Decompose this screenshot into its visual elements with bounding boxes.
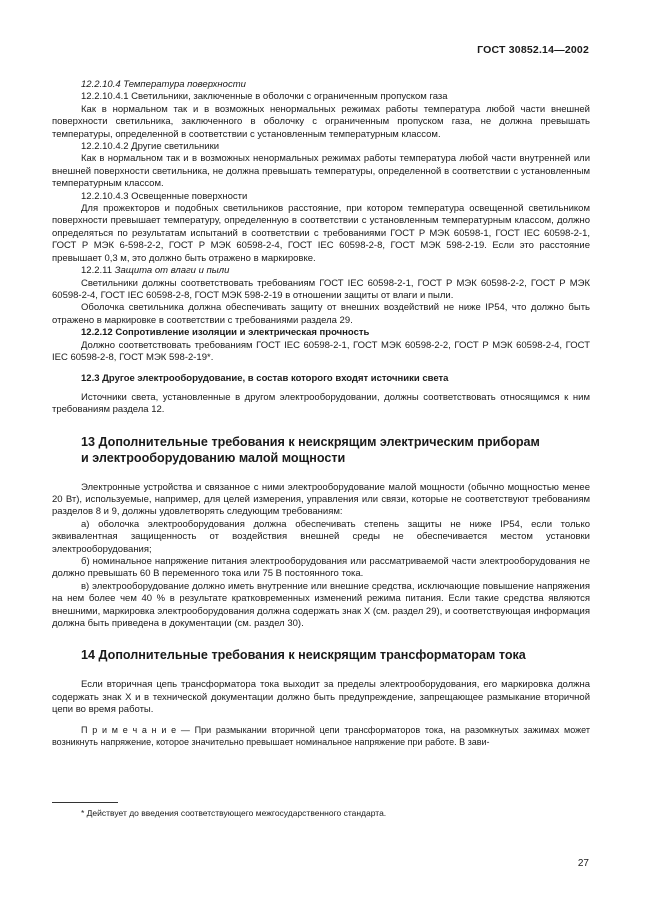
paragraph: Светильники должны соответствовать требованиям ГОСТ IEC 60598-2-1, ГОСТ Р МЭК 60598-2-2, ГОСТ Р МЭК 60598-2-4, ГОСТ IEC 60598-2-8, ГОСТ МЭК 598-2-19 в отношении защиты от влаги и пыли. [52, 277, 590, 301]
paragraph: Должно соответствовать требованиям ГОСТ IEC 60598-2-1, ГОСТ МЭК 60598-2-2, ГОСТ Р МЭК 60598-2-4, ГОСТ IEC 60598-2-8, ГОСТ МЭК 598-2-19*. [52, 339, 590, 363]
paragraph: Как в нормальном так и в возможных ненормальных режимах работы температура любой части внутренней или внешней поверхности светильника, не должна превышать температуры, определенной в соответствии с установленным температурным классом. [52, 153, 590, 190]
footnote-separator [52, 802, 118, 803]
paragraph: Электронные устройства и связанное с ними электрооборудование малой мощности (обычно мощностью менее 20 Вт), используемые, например, для целей измерения, управления или связи, которые не соответствуют требованиям разделов 8 и 9, должны удовлетворять следующим требованиям: [52, 481, 590, 518]
clause-12-3: 12.3 Другое электрооборудование, в состав которого входят источники света [81, 373, 449, 385]
footnote: * Действует до введения соответствующего межгосударственного стандарта. [81, 808, 387, 818]
subclause-12-2-10-4-3: 12.2.10.4.3 Освещенные поверхности [81, 190, 248, 202]
standard-header: ГОСТ 30852.14—2002 [477, 44, 589, 56]
paragraph: Как в нормальном так и в возможных ненормальных режимах работы температура любой части внешней поверхности светильника, заключенного в оболочку с ограниченным пропуском газа, не должна превышать температуры, определенной в соответствии с установленным температурным классом. [52, 103, 590, 140]
subclause-title: Защита от влаги и пыли [114, 265, 230, 277]
subclause-12-2-10-4 [52, 79, 590, 91]
heading-line-1: 13 Дополнительные требования к неискрящим электрическим приборам [81, 434, 540, 449]
page-number: 27 [577, 858, 589, 869]
paragraph: Источники света, установленные в другом электрооборудовании, должны соответствовать относящимся к ним требованиям раздела 12. [52, 391, 590, 416]
subclause-12-2-10-4-1: 12.2.10.4.1 Светильники, заключенные в оболочки с ограниченным пропуском газа [81, 91, 448, 103]
subclause-text: 12.2.10.4 Температура поверхности [81, 79, 246, 90]
page-body [52, 79, 590, 748]
section-14-heading: 14 Дополнительные требования к неискрящим трансформаторам тока [81, 648, 526, 663]
section-13-heading [52, 434, 590, 466]
paragraph: Если вторичная цепь трансформатора тока выходит за пределы электрооборудования, его маркировка должна содержать знак X и в технической документации должно быть предупреждение, запрещающее размыкание вторичной цепи во время работы. [52, 679, 590, 716]
list-item-c: в) электрооборудование должно иметь внутренние или внешние средства, исключающие повышение напряжения на нем более чем 40 % в результате кратковременных изменений режима питания. Если такие средства являются внешними, маркировка электрооборудования должна содержать знак X (см. раздел 29), и соответствующая информация должна быть приведена в документации (см. раздел 30). [52, 580, 590, 630]
subclause-12-2-10-4-2: 12.2.10.4.2 Другие светильники [81, 141, 220, 153]
heading-line-2: и электрооборудованию малой мощности [81, 450, 346, 465]
subclause-12-2-11 [52, 265, 590, 277]
paragraph: Оболочка светильника должна обеспечивать защиту от внешних воздействий не ниже IP54, что должно быть отражено в маркировке в соответствии с требованиями раздела 29. [52, 302, 590, 326]
subclause-12-2-12: 12.2.12 Сопротивление изоляции и электрическая прочность [81, 327, 370, 339]
paragraph: Для прожекторов и подобных светильников расстояние, при котором температура освещенной светильником поверхности превышает температуру, определенную в соответствии с установленным температурным классом, должно определяться по результатам испытаний в соответствии с требованиями ГОСТ Р МЭК 60598-1, ГОСТ IEC 60598-2-1, ГОСТ Р МЭК 6-598-2-2, ГОСТ Р МЭК 60598-2-4, ГОСТ IEC 60598-2-8, ГОСТ МЭК 598-2-19. Если это расстояние превышает 0,3 м, это должно быть отражено в маркировке. [52, 203, 590, 264]
list-item-b: б) номинальное напряжение питания электрооборудования или рассматриваемой части электрооборудования не должно превышать 60 В переменного тока или 75 В постоянного тока. [52, 556, 590, 580]
subclause-number: 12.2.11 [81, 265, 112, 277]
note: П р и м е ч а н и е — При размыкании вторичной цепи трансформаторов тока, на разомкнутых зажимах может возникнуть напряжение, которое значительно превышает номинальное напряжение при работе. В зави- [52, 724, 590, 747]
list-item-a: а) оболочка электрооборудования должна обеспечивать степень защиты не ниже IP54, если только эквивалентная защищенность от воздействия внешней среды не обеспечивается местом установки электрооборудования; [52, 518, 590, 555]
